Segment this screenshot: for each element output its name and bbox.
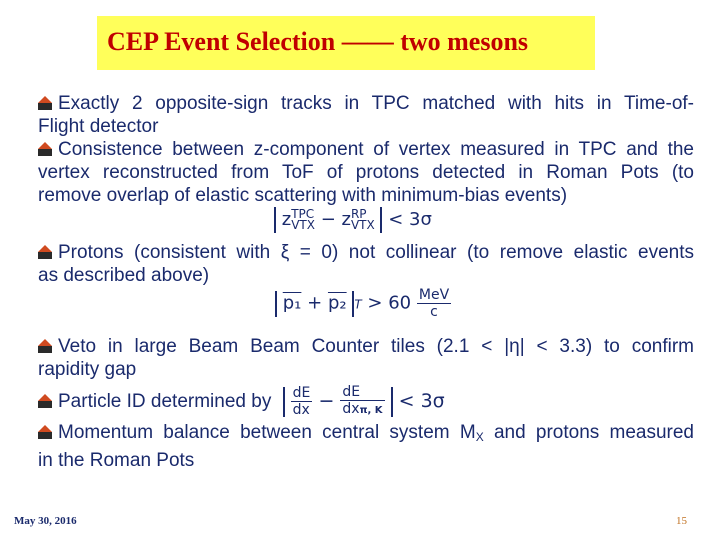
bullet-2-line-1: Consistence between z-component of vertex measured in TPC and the [38,138,694,161]
bullet-3-line-1: Protons (consistent with ξ = 0) not collinear (to remove elastic events [38,241,694,264]
bullet-icon [38,142,52,156]
bullet-icon [38,245,52,259]
bullet-icon [38,339,52,353]
bullet-4-line-2: rapidity gap [38,359,137,380]
bullet-2-line-2: vertex reconstructed from ToF of protons detected in Roman Pots (to [38,162,694,183]
bullet-3-line-2: as described above) [38,265,210,286]
page-number: 15 [676,515,687,527]
bullet-icon [38,394,52,408]
bullet-1-line-1: Exactly 2 opposite-sign tracks in TPC matched with hits in Time-of- [38,92,694,115]
momentum-formula: p₁ + p₂ T > 60 $\frac{\text{MeV}}{c}$ [275,287,694,335]
bullet-icon [38,425,52,439]
slide-title: CEP Event Selection —— two mesons [107,27,529,56]
bullet-6-line-1: Momentum balance between central system $M_X$ and protons measured [38,421,694,449]
bullet-5-line-1: Particle ID determined by $\frac{dE}{dx}$ − $\frac{dE}{\text{dxπ, K}}$ < 3σ [38,381,694,421]
bullet-4-line-1: Veto in large Beam Beam Counter tiles (2.1 < |η| < 3.3) to confirm [38,335,694,358]
bullet-1-line-2: Flight detector [38,116,159,137]
slide-content [38,92,694,472]
bullet-icon [38,96,52,110]
bullet-6-line-2: in the Roman Pots [38,450,195,471]
bullet-2-line-3: remove overlap of elastic scattering with minimum-bias events) [38,185,568,206]
vertex-formula: z TPC VTX − z RP VTX < 3σ [274,207,694,241]
footer-date: May 30, 2016 [14,515,77,527]
pid-formula: $\frac{dE}{dx}$ − $\frac{dE}{\text{dxπ, K}}$ < 3σ [283,390,445,412]
title-box [97,16,595,70]
